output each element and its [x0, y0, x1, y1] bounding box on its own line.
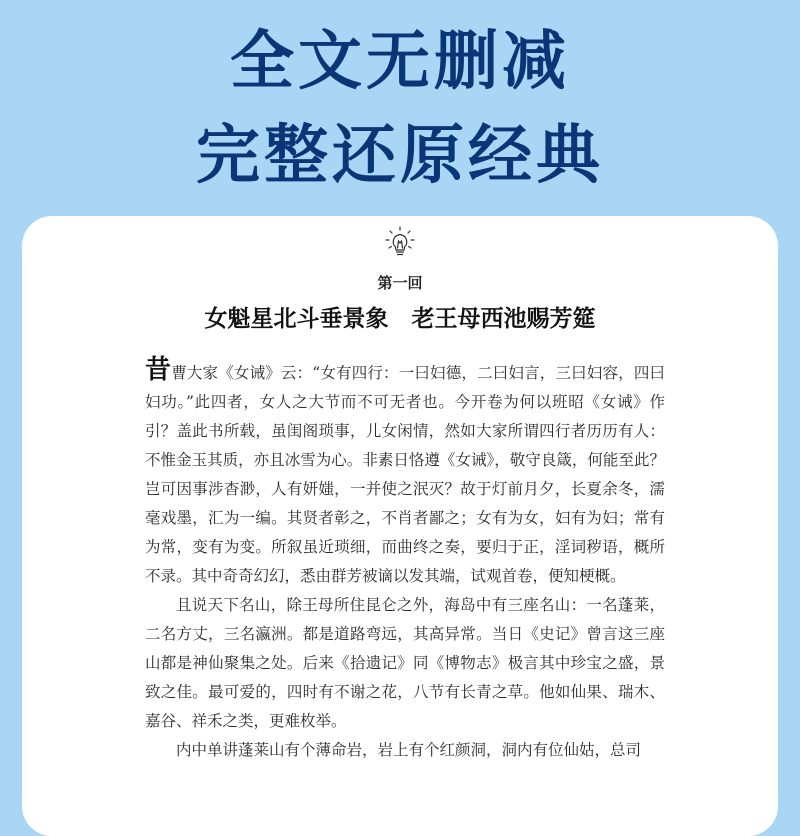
banner-line-1: 全文无删减	[230, 25, 570, 99]
paragraph-text: 且说天下名山，除王母所住昆仑之外，海岛中有三座名山：一名蓬莱，二名方丈，三名瀛洲。都是道路弯远，其高异常。当日《史记》曾言这三座山都是神仙聚集之处。后来《拾遗记》同《博物志》极言其中珍宝之盛，景致之佳。最可爱的，四时有不谢之花，八节有长青之草。他如仙果、瑞木、嘉谷、祥禾之类，更难枚举。	[145, 596, 665, 730]
banner-line-2: 完整还原经典	[196, 119, 604, 193]
paragraph-text: 内中单讲蓬莱山有个薄命岩，岩上有个红颜洞，洞内有位仙姑，总司	[176, 741, 642, 759]
chapter-body	[145, 356, 665, 765]
chapter-number: 第一回	[377, 274, 423, 292]
paragraph	[145, 356, 665, 591]
paragraph	[145, 736, 665, 765]
dropcap: 昔	[145, 355, 172, 385]
lightbulb-icon	[385, 226, 415, 258]
paragraph	[145, 591, 665, 736]
book-page-card	[22, 216, 778, 836]
chapter-title: 女魁星北斗垂景象 老王母西池赐芳筵	[204, 305, 596, 332]
paragraph-text: 曹大家《女诫》云：“女有四行：一曰妇德，二曰妇言，三曰妇容，四曰妇功。”此四者，女人之大节而不可无者也。今开卷为何以班昭《女诫》作引？盖此书所载，虽闺阁琐事，儿女闲情，然如大家所谓四行者历历有人：不惟金玉其质，亦且冰雪为心。非素日恪遵《女诫》，敬守良箴，何能至此？岂可因事涉杳渺，人有妍媸，一并使之泯灭？故于灯前月夕，长夏余冬，濡毫戏墨，汇为一编。其贤者彰之，不肖者鄙之；女有为女，妇有为妇；常有为常，变有为变。所叙虽近琐细，而曲终之奏，要归于正，淫词秽语，概所不录。其中奇奇幻幻，悉由群芳被谪以发其端，试观首卷，便知梗概。	[145, 364, 665, 585]
